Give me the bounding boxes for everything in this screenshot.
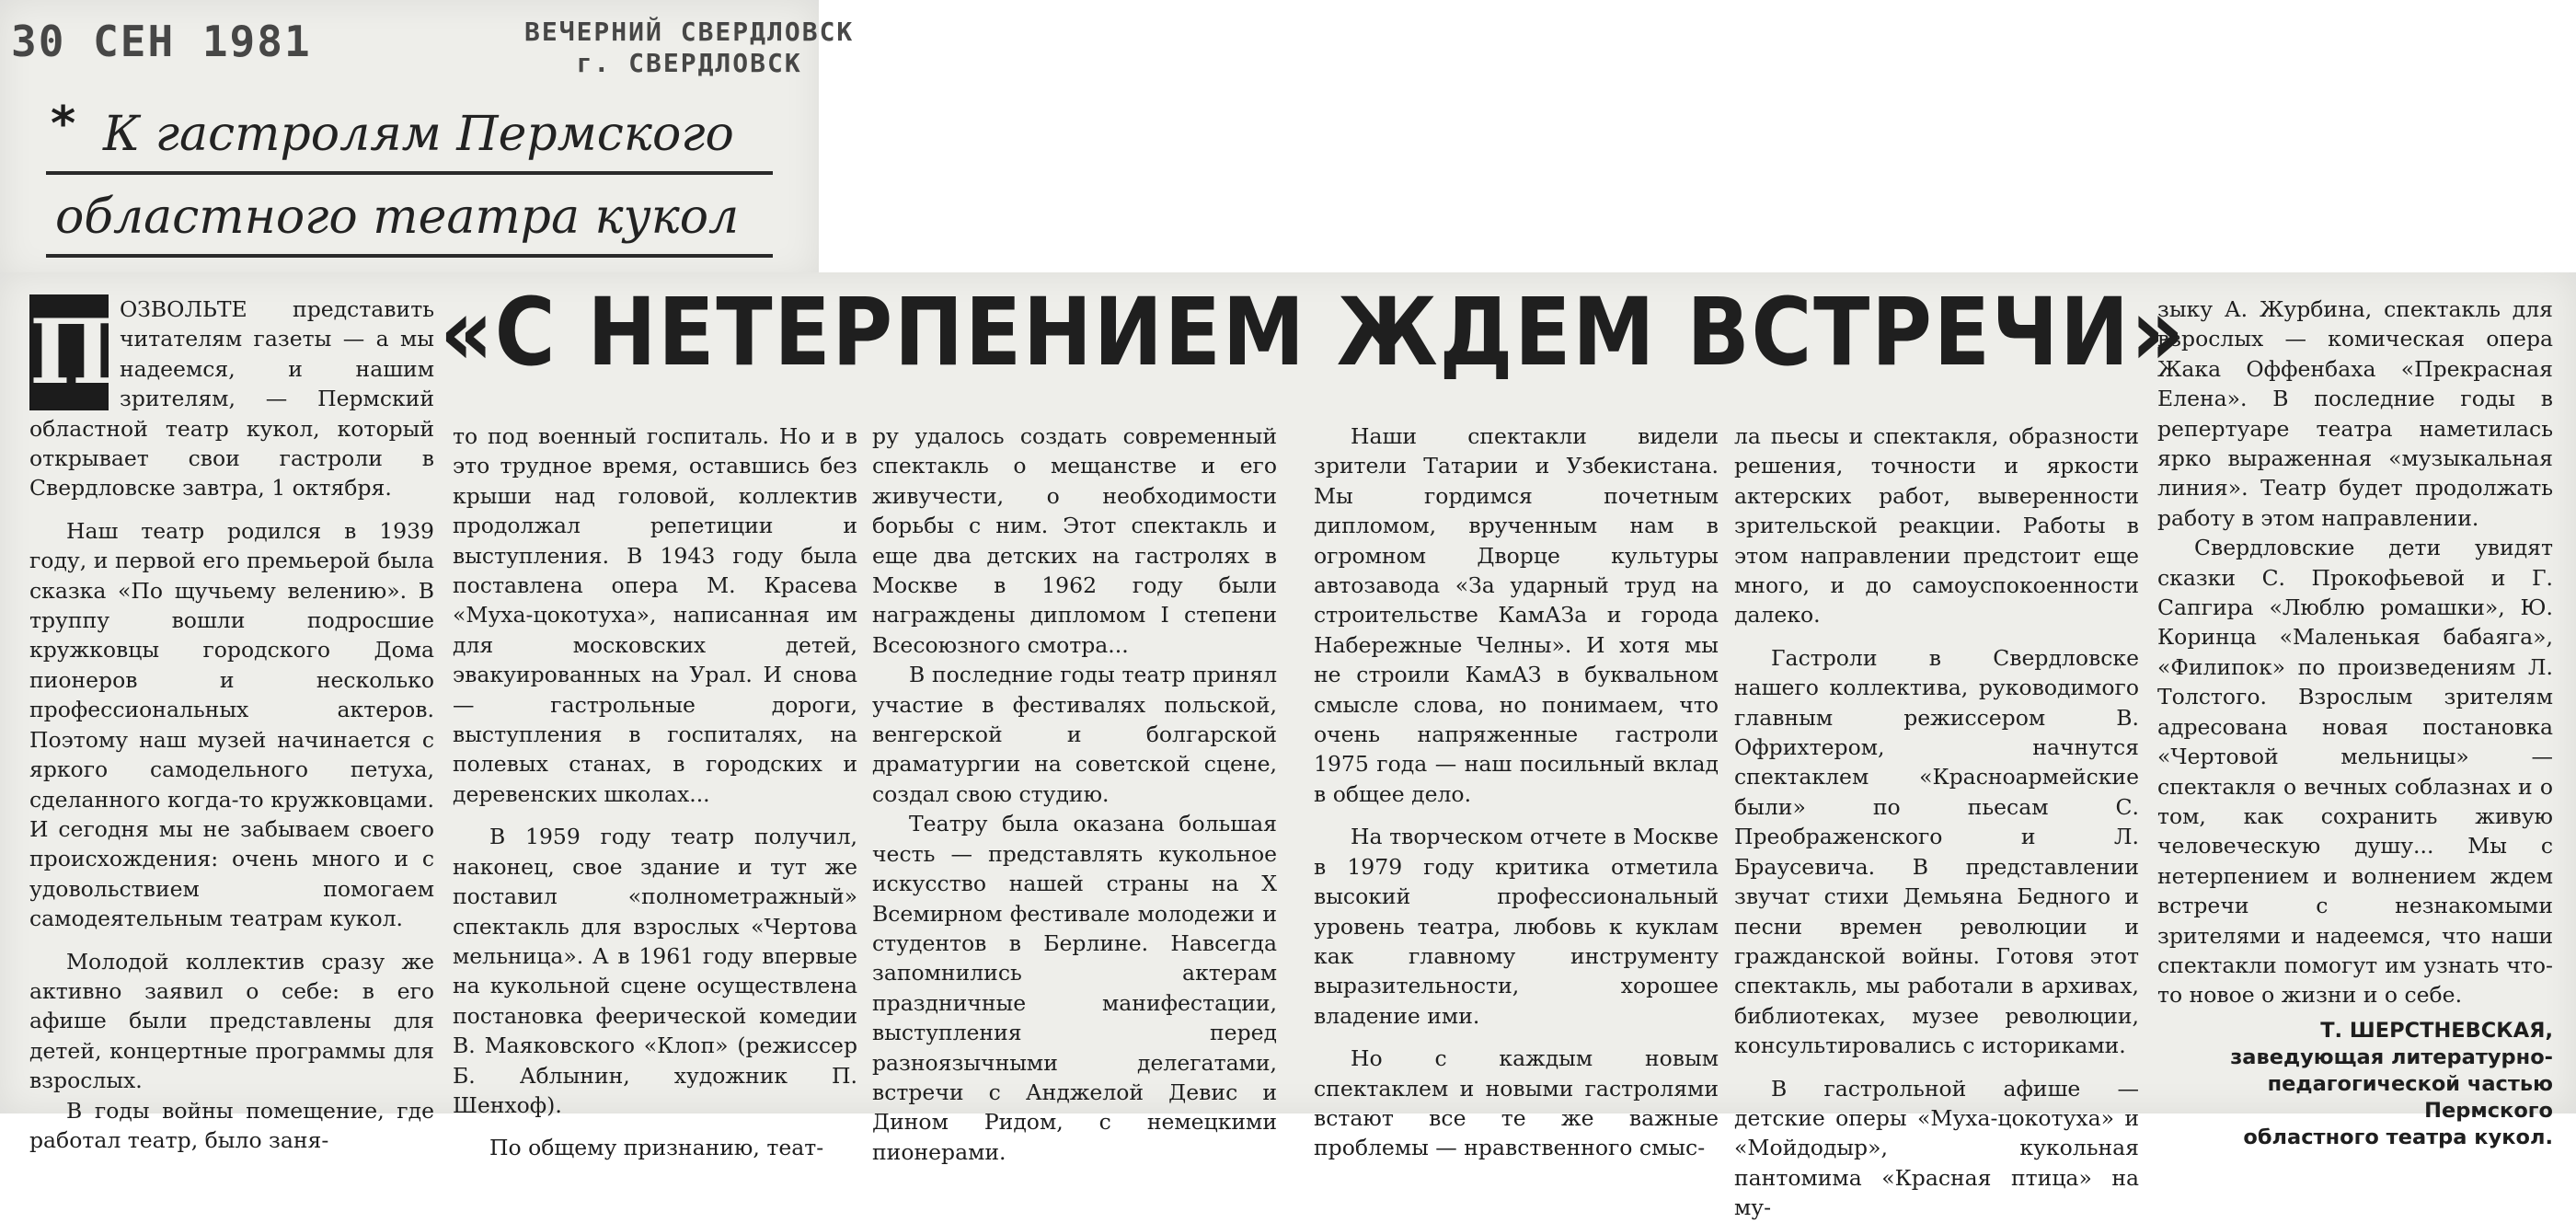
- paragraph: Но с каждым новым спектаклем и новыми гастролями встают все те же важные проблемы — нравственного смыс-: [1314, 1045, 1719, 1161]
- paragraph: Гастроли в Свердловске нашего коллектива, руководимого главным режиссером В. Офрихтером, начнутся спектаклем «Красноармейские были» по пьесам С. Преображенского и Л. Браусевича. В представлении звучат стихи Демьяна Бедного и песни времен революции и гражданской войны. Готовя этот спектакль, мы работали в архивах, библиотеках, музее революции, консультировались с историками.: [1734, 644, 2139, 1059]
- paragraph: Молодой коллектив сразу же активно заявил о себе: в его афише были представлены для детей, концертные программы для взрослых.: [29, 948, 434, 1094]
- paragraph: На творческом отчете в Москве в 1979 году критика отметила высокий профессиональный уровень театра, любовь к куклам как главному инструменту выразительности, хорошее владение ими.: [1314, 824, 1719, 1029]
- paragraph: ру удалось создать современный спектакль о мещанстве и его живучести, о необходимости борьбы с ним. Этот спектакль и еще два детских на гастролях в Москве в 1962 году были награждены дипломом I степени Всесоюзного смотра...: [872, 423, 1277, 658]
- column-1: [29, 294, 434, 1155]
- rubric-rule-2: [46, 254, 773, 258]
- column-6: [2157, 294, 2553, 1151]
- newspaper-stamp-title: ВЕЧЕРНИЙ СВЕРДЛОВСК: [524, 17, 855, 47]
- paragraph: Свердловские дети увидят сказки С. Прокофьевой и Г. Сапгира «Люблю ромашки», Ю. Коринца «Маленькая бабаяга», «Филипок» по произведениям Л. Толстого. Взрослым зрителям адресована новая постановка «Чертовой мельницы» — спектакля о вечных соблазнах и о том, как сохранить живую человеческую душу... Мы с нетерпением и волнением ждем встречи с незнакомыми зрителями и надеемся, что наши спектакли помогут им узнать что-то новое о жизни и о себе.: [2157, 535, 2553, 1009]
- column-2: [453, 421, 857, 1163]
- newspaper-stamp: [524, 17, 854, 79]
- column-4: [1314, 421, 1719, 1163]
- paragraph: ла пьесы и спектакля, образности решения, точности и яркости актерских работ, выверенности зрительской реакции. Работы в этом направлении предстоит еще много, и до самоуспокоенности далеко.: [1734, 423, 2139, 629]
- drop-cap: П: [29, 294, 109, 410]
- article-headline: «С НЕТЕРПЕНИЕМ ЖДЕМ ВСТРЕЧИ»: [440, 278, 2186, 387]
- date-stamp: 30 СЕН 1981: [11, 17, 312, 66]
- paragraph: Наши спектакли видели зрители Татарии и Узбекистана. Мы гордимся почетным дипломом, врученным нам в огромном Дворце культуры автозавода «За ударный труд на строительстве КамАЗа и города Набережные Челны». И хотя мы не строили КамАЗ в буквальном смысле слова, но понимаем, что очень напряженные гастроли 1975 года — наш посильный вклад в общее дело.: [1314, 423, 1719, 807]
- rubric-line-2: областного театра кукол: [55, 190, 740, 245]
- rubric-line-1: К гастролям Пермского: [103, 107, 734, 162]
- author-title-line: заведующая литературно-: [2230, 1044, 2553, 1069]
- paragraph: В гастрольной афише — детские оперы «Муха-цокотуха» и «Мойдодыр», кукольная пантомима «Красная птица» на му-: [1734, 1075, 2139, 1221]
- paragraph: В 1959 году театр получил, наконец, свое здание и тут же поставил «полнометражный» спектакль для взрослых «Чертова мельница». А в 1961 году впервые на кукольной сцене осуществлена постановка феерической комедии В. Маяковского «Клоп» (режиссер Б. Аблынин, художник П. Шенхоф).: [453, 824, 857, 1118]
- paragraph: зыку А. Журбина, спектакль для взрослых — комическая опера Жака Оффенбаха «Прекрасная Елена». В последние годы в репертуаре театра наметилась ярко выраженная «музыкальная линия». Театр будет продолжать работу в этом направлении.: [2157, 296, 2553, 531]
- paragraph: ОЗВОЛЬТЕ представить читателям газеты — а мы надеемся, и нашим зрителям, — Пермский областной театр кукол, который открывает свои гастроли в Свердловске завтра, 1 октября.: [29, 296, 434, 502]
- paragraph: В годы войны помещение, где работал театр, было заня-: [29, 1097, 434, 1153]
- author-name: Т. ШЕРСТНЕВСКАЯ,: [2320, 1018, 2553, 1043]
- column-3: [872, 421, 1277, 1167]
- column-5: [1734, 421, 2139, 1223]
- paragraph: По общему признанию, теат-: [489, 1135, 824, 1161]
- paragraph: Театру была оказана большая честь — представлять кукольное искусство нашей страны на X Всемирном фестивале молодежи и студентов в Берлине. Навсегда запомнились актерам праздничные манифестации, выступления перед разноязычными делегатами, встречи с Анджелой Девис и Дином Ридом, с немецкими пионерами.: [872, 811, 1277, 1165]
- asterisk-icon: *: [51, 97, 76, 152]
- paragraph: то под военный госпиталь. Но и в это трудное время, оставшись без крыши над головой, коллектив продолжал репетиции и выступления. В 1943 году была поставлена опера М. Красева «Муха-цокотуха», написанная им для московских детей, эвакуированных на Урал. И снова — гастрольные дороги, выступления в госпиталях, на полевых станах, в городских и деревенских школах...: [453, 423, 857, 807]
- author-title-line: педагогической частью: [2267, 1071, 2553, 1096]
- author-title-line: областного театра кукол.: [2243, 1125, 2553, 1149]
- paragraph: Наш театр родился в 1939 году, и первой его премьерой была сказка «По щучьему велению». В труппу вошли подросшие кружковцы городского Дома пионеров и несколько профессиональных актеров. Поэтому наш музей начинается с яркого самодельного петуха, сделанного когда-то кружковцами. И сегодня мы не забываем своего происхождения: очень много и с удовольствием помогаем самодеятельным театрам кукол.: [29, 517, 434, 932]
- rubric-rule-1: [46, 171, 773, 175]
- author-signature: [2157, 1018, 2553, 1151]
- newspaper-stamp-city: г. СВЕРДЛОВСК: [576, 48, 802, 78]
- author-title-line: Пермского: [2424, 1098, 2553, 1123]
- paragraph: В последние годы театр принял участие в фестивалях польской, венгерской и болгарской драматургии на советской сцене, создал свою студию.: [872, 662, 1277, 807]
